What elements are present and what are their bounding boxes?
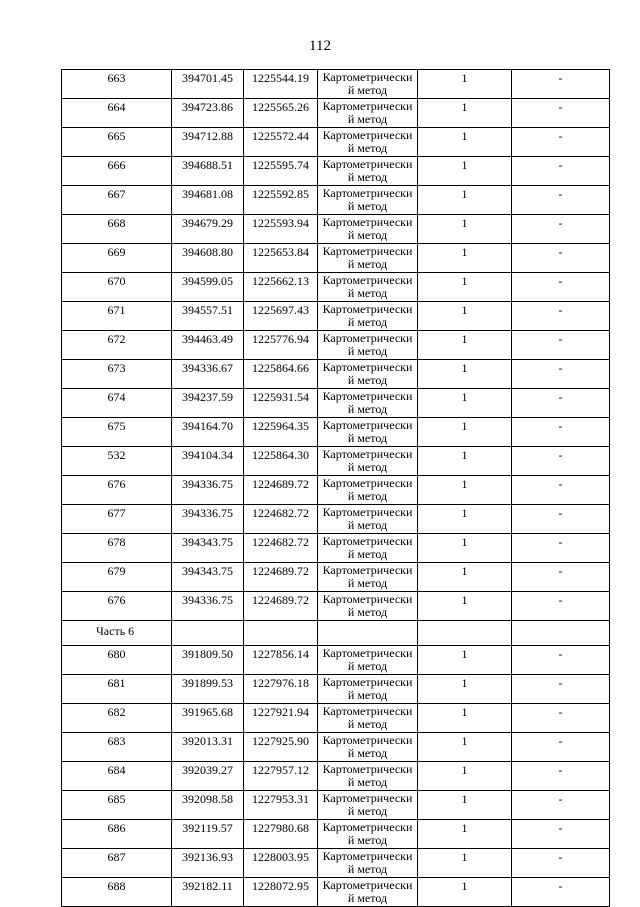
table-row	[62, 878, 610, 907]
method-line-2: й метод	[347, 548, 388, 561]
x-coordinate-cell: 394336.75	[172, 592, 244, 621]
method-line-2: й метод	[347, 171, 388, 184]
method-cell	[318, 447, 418, 476]
description-cell: -	[512, 215, 610, 244]
table-row	[62, 704, 610, 733]
method-line-2: й метод	[347, 142, 388, 155]
table-row	[62, 733, 610, 762]
y-coordinate-cell: 1225931.54	[244, 389, 318, 418]
method-cell	[318, 704, 418, 733]
description-cell: -	[512, 476, 610, 505]
y-coordinate-cell: 1225572.44	[244, 128, 318, 157]
method-cell	[318, 505, 418, 534]
y-coordinate-cell: 1224689.72	[244, 476, 318, 505]
accuracy-cell: 1	[418, 157, 512, 186]
table-row	[62, 592, 610, 621]
y-coordinate-cell: 1225864.30	[244, 447, 318, 476]
x-coordinate-cell: 394343.75	[172, 563, 244, 592]
method-line-1: Картометрически	[322, 879, 413, 892]
accuracy-cell: 1	[418, 447, 512, 476]
method-line-1: Картометрически	[322, 477, 413, 490]
method-cell	[318, 733, 418, 762]
table-row	[62, 534, 610, 563]
point-number-cell: 681	[62, 675, 172, 704]
x-coordinate-cell: 392119.57	[172, 820, 244, 849]
accuracy-cell: 1	[418, 791, 512, 820]
method-cell	[318, 273, 418, 302]
method-line-2: й метод	[347, 776, 388, 789]
accuracy-cell: 1	[418, 733, 512, 762]
x-coordinate-cell: 394343.75	[172, 534, 244, 563]
y-coordinate-cell: 1225565.26	[244, 99, 318, 128]
table-row	[62, 99, 610, 128]
method-line-1: Картометрически	[322, 274, 413, 287]
point-number-cell: 685	[62, 791, 172, 820]
method-cell	[318, 99, 418, 128]
x-coordinate-cell: 394681.08	[172, 186, 244, 215]
empty-cell	[172, 621, 244, 646]
table-row	[62, 418, 610, 447]
y-coordinate-cell: 1225864.66	[244, 360, 318, 389]
point-number-cell: 686	[62, 820, 172, 849]
accuracy-cell: 1	[418, 505, 512, 534]
accuracy-cell: 1	[418, 878, 512, 907]
x-coordinate-cell: 394336.75	[172, 505, 244, 534]
empty-cell	[244, 621, 318, 646]
method-line-2: й метод	[347, 892, 388, 905]
point-number-cell: 679	[62, 563, 172, 592]
method-cell	[318, 128, 418, 157]
accuracy-cell: 1	[418, 418, 512, 447]
y-coordinate-cell: 1227925.90	[244, 733, 318, 762]
description-cell: -	[512, 563, 610, 592]
method-cell	[318, 592, 418, 621]
point-number-cell: 671	[62, 302, 172, 331]
accuracy-cell: 1	[418, 592, 512, 621]
y-coordinate-cell: 1227957.12	[244, 762, 318, 791]
point-number-cell: 688	[62, 878, 172, 907]
point-number-cell: 683	[62, 733, 172, 762]
table-row	[62, 215, 610, 244]
x-coordinate-cell: 394608.80	[172, 244, 244, 273]
method-line-2: й метод	[347, 374, 388, 387]
description-cell: -	[512, 70, 610, 99]
y-coordinate-cell: 1225593.94	[244, 215, 318, 244]
method-line-1: Картометрически	[322, 419, 413, 432]
table-row	[62, 331, 610, 360]
method-cell	[318, 360, 418, 389]
table-row	[62, 675, 610, 704]
description-cell: -	[512, 128, 610, 157]
accuracy-cell: 1	[418, 244, 512, 273]
point-number-cell: 677	[62, 505, 172, 534]
method-line-1: Картометрически	[322, 390, 413, 403]
method-cell	[318, 157, 418, 186]
table-row	[62, 476, 610, 505]
x-coordinate-cell: 394688.51	[172, 157, 244, 186]
description-cell: -	[512, 505, 610, 534]
accuracy-cell: 1	[418, 563, 512, 592]
method-line-1: Картометрически	[322, 245, 413, 258]
description-cell: -	[512, 646, 610, 675]
x-coordinate-cell: 391809.50	[172, 646, 244, 675]
method-line-2: й метод	[347, 316, 388, 329]
method-cell	[318, 215, 418, 244]
description-cell: -	[512, 447, 610, 476]
x-coordinate-cell: 394599.05	[172, 273, 244, 302]
accuracy-cell: 1	[418, 360, 512, 389]
y-coordinate-cell: 1225964.35	[244, 418, 318, 447]
point-number-cell: 667	[62, 186, 172, 215]
method-line-2: й метод	[347, 863, 388, 876]
method-cell	[318, 791, 418, 820]
method-cell	[318, 563, 418, 592]
point-number-cell: 680	[62, 646, 172, 675]
point-number-cell: 672	[62, 331, 172, 360]
table-row	[62, 563, 610, 592]
description-cell: -	[512, 762, 610, 791]
x-coordinate-cell: 392039.27	[172, 762, 244, 791]
table-row	[62, 646, 610, 675]
description-cell: -	[512, 791, 610, 820]
x-coordinate-cell: 394723.86	[172, 99, 244, 128]
method-cell	[318, 820, 418, 849]
method-cell	[318, 70, 418, 99]
method-line-1: Картометрически	[322, 100, 413, 113]
table-row	[62, 447, 610, 476]
method-line-1: Картометрически	[322, 792, 413, 805]
method-line-2: й метод	[347, 805, 388, 818]
method-cell	[318, 849, 418, 878]
table-row	[62, 389, 610, 418]
point-number-cell: 676	[62, 592, 172, 621]
description-cell: -	[512, 331, 610, 360]
accuracy-cell: 1	[418, 186, 512, 215]
method-line-1: Картометрически	[322, 303, 413, 316]
description-cell: -	[512, 733, 610, 762]
description-cell: -	[512, 592, 610, 621]
x-coordinate-cell: 391965.68	[172, 704, 244, 733]
x-coordinate-cell: 394164.70	[172, 418, 244, 447]
y-coordinate-cell: 1228072.95	[244, 878, 318, 907]
method-line-2: й метод	[347, 461, 388, 474]
point-number-cell: 678	[62, 534, 172, 563]
method-line-1: Картометрически	[322, 158, 413, 171]
point-number-cell: 687	[62, 849, 172, 878]
x-coordinate-cell: 392136.93	[172, 849, 244, 878]
empty-cell	[418, 621, 512, 646]
table-row	[62, 70, 610, 99]
point-number-cell: 666	[62, 157, 172, 186]
accuracy-cell: 1	[418, 215, 512, 244]
y-coordinate-cell: 1225595.74	[244, 157, 318, 186]
method-line-1: Картометрически	[322, 763, 413, 776]
method-line-1: Картометрически	[322, 361, 413, 374]
method-line-2: й метод	[347, 432, 388, 445]
description-cell: -	[512, 878, 610, 907]
method-line-2: й метод	[347, 403, 388, 416]
y-coordinate-cell: 1225544.19	[244, 70, 318, 99]
method-line-2: й метод	[347, 834, 388, 847]
method-line-1: Картометрически	[322, 647, 413, 660]
method-line-2: й метод	[347, 287, 388, 300]
method-cell	[318, 418, 418, 447]
method-line-2: й метод	[347, 200, 388, 213]
table-row	[62, 849, 610, 878]
coordinates-table	[61, 69, 610, 907]
method-line-2: й метод	[347, 519, 388, 532]
empty-cell	[318, 621, 418, 646]
x-coordinate-cell: 394336.75	[172, 476, 244, 505]
accuracy-cell: 1	[418, 302, 512, 331]
method-cell	[318, 476, 418, 505]
point-number-cell: 684	[62, 762, 172, 791]
table-body-part-5	[62, 70, 610, 621]
method-line-1: Картометрически	[322, 187, 413, 200]
x-coordinate-cell: 392182.11	[172, 878, 244, 907]
table-row	[62, 762, 610, 791]
description-cell: -	[512, 302, 610, 331]
section-row	[62, 621, 610, 646]
y-coordinate-cell: 1224689.72	[244, 563, 318, 592]
description-cell: -	[512, 273, 610, 302]
x-coordinate-cell: 394679.29	[172, 215, 244, 244]
point-number-cell: 663	[62, 70, 172, 99]
y-coordinate-cell: 1225776.94	[244, 331, 318, 360]
method-cell	[318, 534, 418, 563]
description-cell: -	[512, 849, 610, 878]
section-label: Часть 6	[62, 621, 172, 646]
y-coordinate-cell: 1225592.85	[244, 186, 318, 215]
method-line-2: й метод	[347, 490, 388, 503]
description-cell: -	[512, 99, 610, 128]
y-coordinate-cell: 1225662.13	[244, 273, 318, 302]
accuracy-cell: 1	[418, 704, 512, 733]
point-number-cell: 675	[62, 418, 172, 447]
method-line-2: й метод	[347, 660, 388, 673]
method-cell	[318, 878, 418, 907]
method-cell	[318, 646, 418, 675]
x-coordinate-cell: 391899.53	[172, 675, 244, 704]
table-row	[62, 791, 610, 820]
x-coordinate-cell: 392098.58	[172, 791, 244, 820]
accuracy-cell: 1	[418, 331, 512, 360]
point-number-cell: 682	[62, 704, 172, 733]
method-line-1: Картометрически	[322, 448, 413, 461]
point-number-cell: 676	[62, 476, 172, 505]
table-row	[62, 360, 610, 389]
method-line-2: й метод	[347, 577, 388, 590]
point-number-cell: 674	[62, 389, 172, 418]
method-line-2: й метод	[347, 229, 388, 242]
description-cell: -	[512, 820, 610, 849]
description-cell: -	[512, 534, 610, 563]
y-coordinate-cell: 1227976.18	[244, 675, 318, 704]
accuracy-cell: 1	[418, 646, 512, 675]
y-coordinate-cell: 1224689.72	[244, 592, 318, 621]
point-number-cell: 668	[62, 215, 172, 244]
method-cell	[318, 186, 418, 215]
method-line-2: й метод	[347, 345, 388, 358]
table-row	[62, 244, 610, 273]
table-row	[62, 128, 610, 157]
method-line-2: й метод	[347, 606, 388, 619]
accuracy-cell: 1	[418, 128, 512, 157]
x-coordinate-cell: 394557.51	[172, 302, 244, 331]
method-line-1: Картометрически	[322, 734, 413, 747]
x-coordinate-cell: 394712.88	[172, 128, 244, 157]
x-coordinate-cell: 394463.49	[172, 331, 244, 360]
method-line-2: й метод	[347, 84, 388, 97]
method-cell	[318, 675, 418, 704]
accuracy-cell: 1	[418, 820, 512, 849]
table-row	[62, 186, 610, 215]
page-number: 112	[309, 38, 331, 54]
method-cell	[318, 244, 418, 273]
accuracy-cell: 1	[418, 675, 512, 704]
method-line-1: Картометрически	[322, 506, 413, 519]
table-row	[62, 273, 610, 302]
method-line-1: Картометрически	[322, 705, 413, 718]
x-coordinate-cell: 394701.45	[172, 70, 244, 99]
point-number-cell: 673	[62, 360, 172, 389]
method-line-2: й метод	[347, 718, 388, 731]
method-line-2: й метод	[347, 747, 388, 760]
method-line-1: Картометрически	[322, 676, 413, 689]
table-section-part-6	[62, 621, 610, 646]
method-line-2: й метод	[347, 113, 388, 126]
point-number-cell: 665	[62, 128, 172, 157]
empty-cell	[512, 621, 610, 646]
y-coordinate-cell: 1227980.68	[244, 820, 318, 849]
point-number-cell: 670	[62, 273, 172, 302]
y-coordinate-cell: 1225653.84	[244, 244, 318, 273]
accuracy-cell: 1	[418, 70, 512, 99]
table-row	[62, 302, 610, 331]
y-coordinate-cell: 1227921.94	[244, 704, 318, 733]
method-cell	[318, 389, 418, 418]
method-cell	[318, 331, 418, 360]
description-cell: -	[512, 675, 610, 704]
accuracy-cell: 1	[418, 762, 512, 791]
point-number-cell: 669	[62, 244, 172, 273]
method-line-1: Картометрически	[322, 216, 413, 229]
method-line-1: Картометрически	[322, 332, 413, 345]
method-line-1: Картометрически	[322, 129, 413, 142]
method-line-1: Картометрически	[322, 593, 413, 606]
description-cell: -	[512, 704, 610, 733]
accuracy-cell: 1	[418, 273, 512, 302]
table-row	[62, 505, 610, 534]
method-line-1: Картометрически	[322, 821, 413, 834]
description-cell: -	[512, 389, 610, 418]
method-cell	[318, 302, 418, 331]
method-line-2: й метод	[347, 689, 388, 702]
method-cell	[318, 762, 418, 791]
y-coordinate-cell: 1227856.14	[244, 646, 318, 675]
x-coordinate-cell: 394336.67	[172, 360, 244, 389]
accuracy-cell: 1	[418, 534, 512, 563]
method-line-1: Картометрически	[322, 850, 413, 863]
y-coordinate-cell: 1228003.95	[244, 849, 318, 878]
description-cell: -	[512, 418, 610, 447]
description-cell: -	[512, 360, 610, 389]
accuracy-cell: 1	[418, 849, 512, 878]
y-coordinate-cell: 1224682.72	[244, 505, 318, 534]
x-coordinate-cell: 394104.34	[172, 447, 244, 476]
table-row	[62, 820, 610, 849]
description-cell: -	[512, 157, 610, 186]
table-row	[62, 157, 610, 186]
x-coordinate-cell: 394237.59	[172, 389, 244, 418]
method-line-2: й метод	[347, 258, 388, 271]
method-line-1: Картометрически	[322, 564, 413, 577]
table-body-part-6	[62, 646, 610, 907]
point-number-cell: 532	[62, 447, 172, 476]
method-line-1: Картометрически	[322, 535, 413, 548]
accuracy-cell: 1	[418, 99, 512, 128]
description-cell: -	[512, 244, 610, 273]
description-cell: -	[512, 186, 610, 215]
point-number-cell: 664	[62, 99, 172, 128]
method-line-1: Картометрически	[322, 71, 413, 84]
y-coordinate-cell: 1224682.72	[244, 534, 318, 563]
x-coordinate-cell: 392013.31	[172, 733, 244, 762]
accuracy-cell: 1	[418, 476, 512, 505]
accuracy-cell: 1	[418, 389, 512, 418]
y-coordinate-cell: 1225697.43	[244, 302, 318, 331]
y-coordinate-cell: 1227953.31	[244, 791, 318, 820]
